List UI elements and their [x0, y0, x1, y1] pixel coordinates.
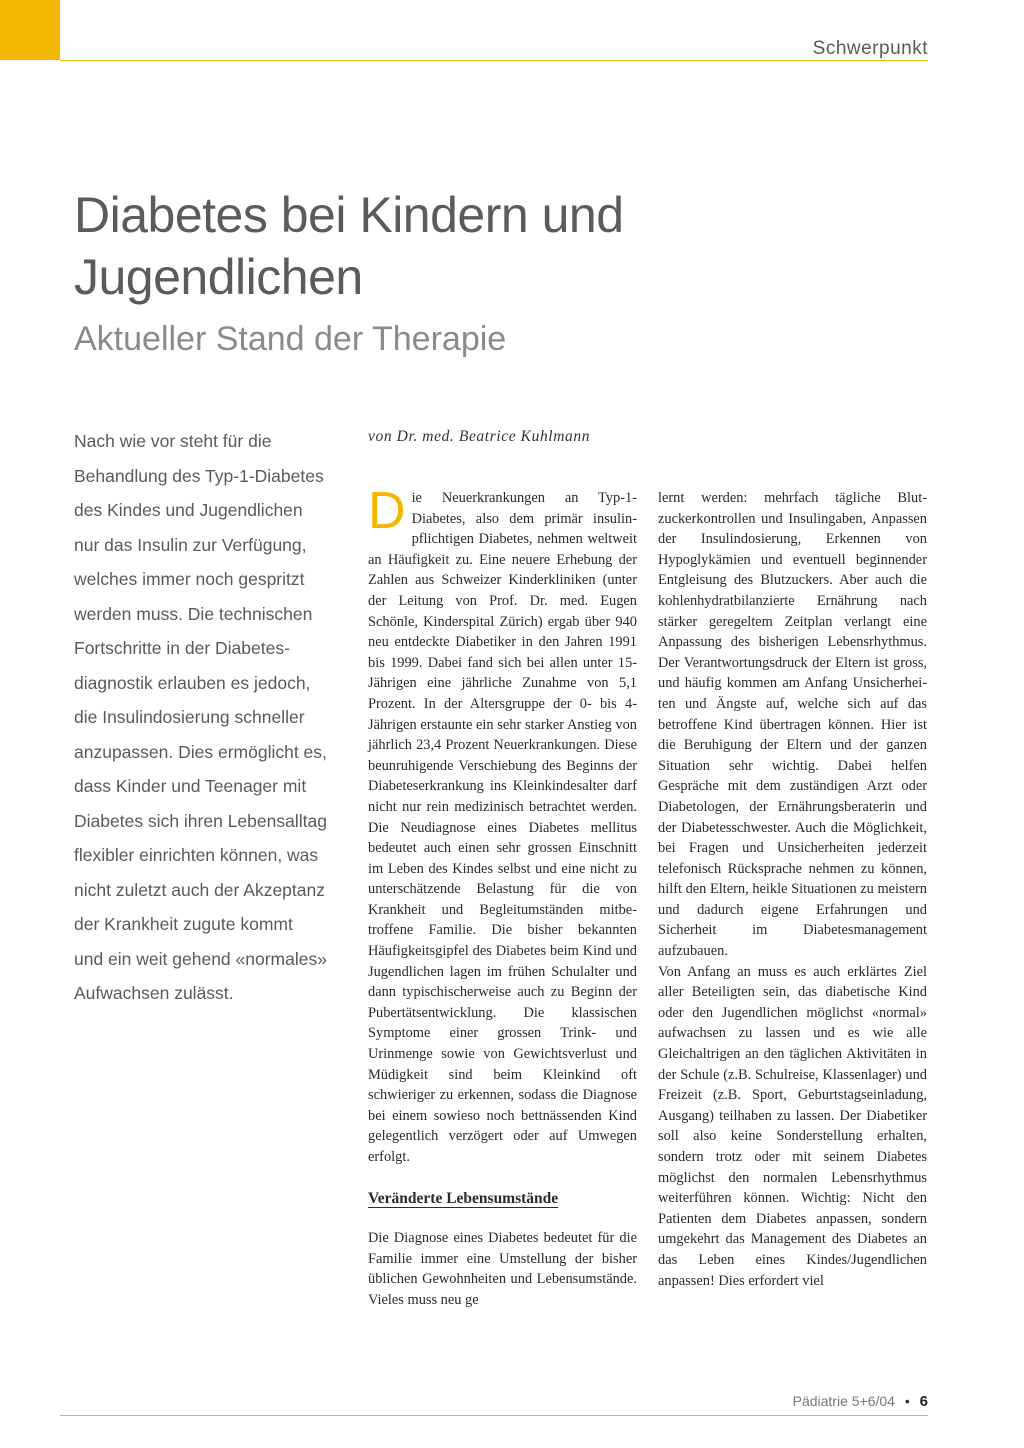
author-byline: von Dr. med. Beatrice Kuhlmann: [368, 428, 591, 445]
journal-issue: Pädiatrie 5+6/04: [792, 1393, 895, 1409]
lead-line: Behandlung des Typ-1-Diabetes: [74, 465, 324, 486]
body-paragraph: Von Anfang an muss es auch erklärtes Ziel aller Beteiligten sein, das diabetische Kind oder den Jugendlichen möglichst «normal» aufwachsen zu lassen und es wie alle Gleichaltrigen an den täglichen Aktivitäten in der Schule (z.B. Schulreise, Klassenlager) und Freizeit (z.B. Sport, Geburtstagseinladung, Ausgang) teilhaben zu lassen. Der Diabetiker soll also keine Sonderstellung erhalten, sondern trotz oder mit seinem Diabetes möglichst den normalen Lebensrhythmus weiterführen können. Wichtig: Nicht den Patienten dem Diabetes anpassen, sondern umgekehrt das Management des Diabetes an das Leben eines Kindes/Jugendlichen anpassen! Dies erfordert viel: [658, 963, 927, 1289]
article-title: Diabetes bei Kindern und Jugendlichen: [74, 187, 624, 305]
drop-cap: D: [368, 482, 406, 540]
paragraph-text: ie Neuerkrankungen an Typ-1-Diabetes, also dem primär insulinpflichtigen Diabetes, nehmen weltweit an Häufigkeit zu. Eine neuere Erhebung der Zahlen aus Schweizer Kinderkliniken (unter der Leitung von Prof. Dr. med. Eugen Schönle, Kinderspital Zürich) ergab über 940 neu entdeckte Diabetiker in den Jahren 1991 bis 1999. Dabei fand sich bei allen unter 15-Jährigen eine jährliche Zunahme von 5,1 Prozent. In der Altersgruppe der 0- bis 4-Jährigen erstaunte ein sehr starker Anstieg von jährlich 23,4 Prozent Neuerkrankungen. Diese beunruhigende Verschiebung des Beginns der Diabeteserkrankung ins Kleinkindesalter darf nicht nur rein medizinisch betrachtet werden. Die Neudiagnose eines Diabetes mellitus bedeutet auch einen sehr grossen Einschnitt im Leben des Kindes selbst und eine nicht zu unterschätzende Belastung für die von Krankheit und Begleitumständen mitbetroffene Familie. Die bisher bekannten Häufigkeitsgipfel des Diabetes beim Kind und Jugendlichen lagen im frühen Schulalter und dann typischischerweise auch zu Beginn der Pubertätsentwicklung. Die klassischen Symptome einer grossen Trink- und Urinmenge sowie von Gewichtsverlust und Müdigkeit sind beim Kleinkind oft schwieriger zu erkennen, sodass die Diagnose bei einem sowieso noch bettnässenden Kind gelegentlich verzögert oder auf Umwegen erfolgt.: [368, 490, 637, 1165]
lead-line: Fortschritte in der Diabetes-: [74, 638, 290, 658]
lead-paragraph: [74, 424, 354, 1011]
body-paragraph: Die Diagnose eines Diabetes bedeutet für die Familie immer eine Umstellung der bisher üblichen Gewohnheiten und Lebensumstände. Vieles muss neu ge: [368, 1230, 637, 1308]
body-column-2: [658, 488, 927, 1291]
lead-line: die Insulindosierung schneller: [74, 707, 305, 727]
page-number: 6: [919, 1393, 928, 1410]
body-column-1: [368, 482, 637, 1311]
lead-line: und ein weit gehend «normales»: [74, 948, 327, 969]
footer-bullet: •: [904, 1393, 910, 1409]
lead-line: welches immer noch gespritzt: [74, 569, 305, 589]
lead-line: nicht zuletzt auch der Akzeptanz: [74, 879, 325, 900]
lead-line: Aufwachsen zulässt.: [74, 983, 234, 1003]
article-subtitle: Aktueller Stand der Therapie: [74, 320, 507, 358]
bottom-rule: [60, 1415, 928, 1416]
body-paragraph: [368, 482, 637, 1168]
top-rule: [60, 60, 928, 61]
lead-line: der Krankheit zugute kommt: [74, 914, 293, 934]
section-label: Schwerpunkt: [812, 38, 928, 59]
lead-line: Diabetes sich ihren Lebensalltag: [74, 810, 327, 831]
lead-line: Nach wie vor steht für die: [74, 431, 272, 451]
lead-line: werden muss. Die technischen: [74, 603, 313, 624]
lead-line: flexibler einrichten können, was: [74, 845, 319, 865]
lead-line: diagnostik erlauben es jedoch,: [74, 672, 311, 693]
body-paragraph: lernt werden: mehrfach tägliche Blutzuckerkontrollen und Insulingaben, Anpassen der Insulindosierung, Erkennen von Hypoglykämien und eventuell beginnender Entgleisung des Blutzuckers. Aber auch die kohlenhydratbilanzierte Ernährung nach stärker geregeltem Zeitplan verlangt eine Anpassung des bisherigen Lebensrhythmus. Der Verantwortungsdruck der Eltern ist gross, und häufig kommen am Anfang Unsicherheiten und Ängste auf, welche sich auf das betroffene Kind übertragen können. Hier ist die Beruhigung der Eltern und der ganzen Situation sehr wichtig. Dabei helfen Gespräche mit dem zuständigen Arzt oder Diabetologen, der Ernährungsberaterin und der Diabetesschwester. Auch die Möglichkeit, bei Fragen und Unsicherheiten jederzeit telefonisch Rücksprache nehmen zu können, hilft den Eltern, heikle Situationen zu meistern und dadurch eigene Erfahrungen und Sicherheit im Diabetesmanagement aufzubauen.: [658, 490, 927, 960]
corner-accent-block: [0, 0, 60, 60]
lead-line: nur das Insulin zur Verfügung,: [74, 534, 307, 555]
lead-line: anzupassen. Dies ermöglicht es,: [74, 741, 327, 762]
page-footer: [793, 1393, 928, 1410]
lead-line: dass Kinder und Teenager mit: [74, 776, 307, 796]
lead-line: des Kindes und Jugendlichen: [74, 500, 303, 520]
section-subheading: Veränderte Lebensumstände: [368, 1189, 559, 1207]
